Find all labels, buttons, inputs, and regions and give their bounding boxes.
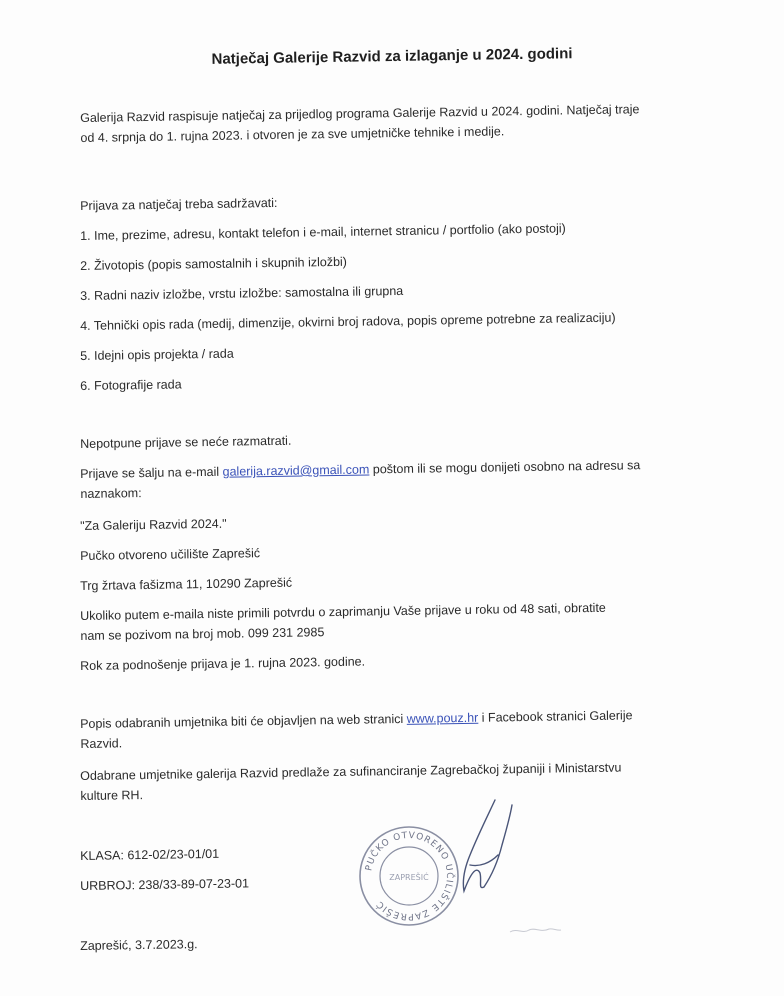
funding-paragraph — [80, 757, 622, 805]
publication-paragraph — [80, 705, 633, 754]
publication-line-2: Razvid. — [80, 736, 123, 751]
submission-suffix: poštom ili se mogu donijeti osobno na adresu sa — [372, 458, 641, 477]
confirmation-line-1: Ukoliko putem e-maila niste primili potvrdu o zaprimanju Vaše prijave u roku od 48 sati, obratite — [80, 600, 606, 623]
klasa-reference: KLASA: 612-02/23-01/01 — [80, 846, 220, 863]
funding-line-2: kulture RH. — [80, 788, 144, 803]
deadline-note: Rok za podnošenje prijava je 1. rujna 2023. godine. — [80, 654, 366, 673]
date-place: Zaprešić, 3.7.2023.g. — [80, 937, 198, 953]
requirement-item-6: 6. Fotografije rada — [80, 377, 182, 393]
funding-line-1: Odabrane umjetnike galerija Razvid predlaže za sufinanciranje Zagrebačkoj županiji i Ministarstvu — [80, 760, 622, 783]
requirement-item-2: 2. Životopis (popis samostalnih i skupnih izložbi) — [80, 254, 348, 273]
intro-paragraph — [80, 99, 640, 148]
requirements-heading: Prijava za natječaj treba sadržavati: — [80, 195, 278, 213]
address-line-3: Trg žrtava fašizma 11, 10290 Zaprešić — [80, 575, 293, 593]
email-link[interactable]: galerija.razvid@gmail.com — [222, 462, 370, 479]
document-title: Natječaj Galerije Razvid za izlaganje u 2024. godini — [211, 45, 573, 68]
requirement-item-3: 3. Radni naziv izložbe, vrstu izložbe: samostalna ili grupna — [80, 283, 404, 303]
address-line-2: Pučko otvoreno učilište Zaprešić — [80, 546, 261, 563]
submission-paragraph — [80, 455, 641, 504]
signature — [440, 795, 530, 905]
requirement-item-1: 1. Ime, prezime, adresu, kontakt telefon i e-mail, internet stranicu / portfolio (ako postoji) — [80, 221, 566, 243]
urbroj-reference: URBROJ: 238/33-89-07-23-01 — [80, 876, 250, 893]
publication-prefix: Popis odabranih umjetnika biti će objavljen na web stranici — [80, 711, 404, 731]
confirmation-paragraph — [80, 598, 606, 646]
stamp-center-text: ZAPREŠIĆ — [389, 873, 429, 882]
incomplete-note: Nepotpune prijave se neće razmatrati. — [80, 433, 292, 451]
submission-prefix: Prijave se šalju na e-mail — [80, 464, 220, 481]
requirement-item-4: 4. Tehnički opis rada (medij, dimenzije, okvirni broj radova, popis opreme potrebne za realizaciju) — [80, 310, 616, 333]
intro-line-1: Galerija Razvid raspisuje natječaj za prijedlog programa Galerije Razvid u 2024. godini. Natječaj traje — [80, 102, 640, 125]
requirement-item-5: 5. Idejni opis projekta / rada — [80, 346, 234, 363]
stamp-ring-text: PUČKO OTVORENO UČILIŠTE ZAPREŠIĆ — [364, 830, 455, 922]
address-line-1: "Za Galeriju Razvid 2024." — [80, 516, 227, 533]
faint-scribble — [505, 920, 565, 940]
publication-suffix: i Facebook stranici Galerije — [481, 708, 633, 725]
confirmation-line-2: nam se pozivom na broj mob. 099 231 2985 — [80, 625, 325, 643]
intro-line-2: od 4. srpnja do 1. rujna 2023. i otvoren je za sve umjetničke tehnike i medije. — [80, 124, 505, 145]
website-link[interactable]: www.pouz.hr — [406, 710, 479, 726]
submission-line-2: naznakom: — [80, 486, 142, 501]
